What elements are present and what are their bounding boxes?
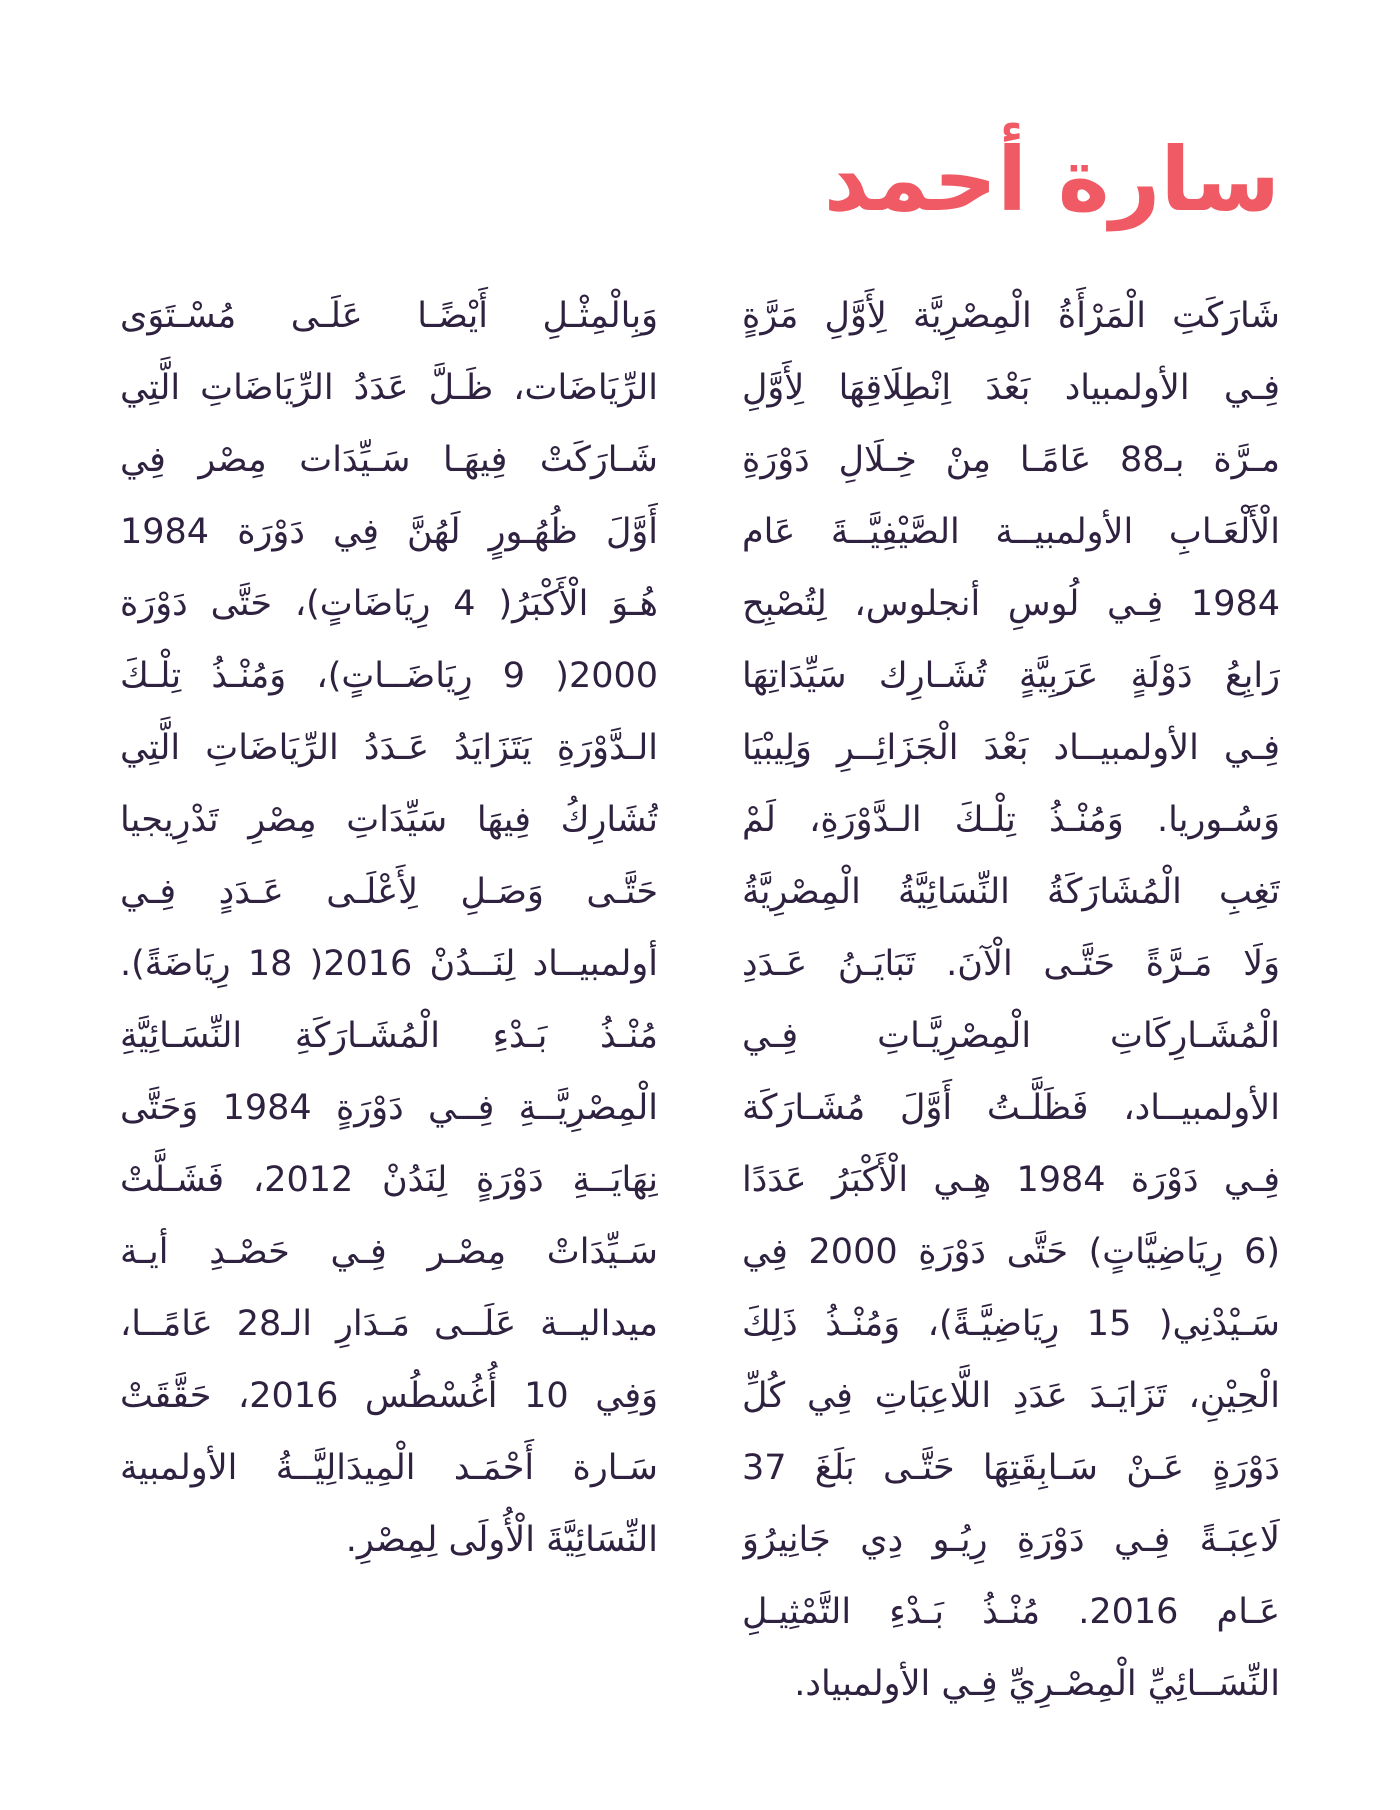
body-line: تُشَارِكُ فِيهَا سَيِّدَاتِ مِصْرِ تَدْرِيجيا [120, 800, 658, 840]
body-line: تَغِبِ الْمُشَارَكَةُ النِّسَائِيَّةُ الْمِصْرِيَّةُ [742, 872, 1280, 912]
body-line: أَوَّلَ ظُهُـورٍ لَهُنَّ فِي دَوْرَة 1984 [120, 512, 658, 552]
body-line: الْمِصْرِيَّــةِ فِــي دَوْرَةٍ 1984 وَحَتَّى [120, 1088, 658, 1128]
body-line: الْأَلْعَـابِ الأولمبيــة الصَّيْفِيَّــةَ عَام [742, 512, 1280, 552]
article-title: سارة أحمد [823, 128, 1280, 231]
body-line: سَـيْدْنِي( 15 رِيَاضِيَّـةً)، وَمُنْـذُ ذَلِكَ [742, 1304, 1280, 1344]
body-line: النِّسَــائِيِّ الْمِصْـرِيِّ فِـي الأولمبياد. [794, 1664, 1280, 1704]
body-line: حَتَّـى وَصَـلِ لِأَعْلَـى عَـدَدٍ فِـي [120, 872, 658, 912]
body-line: وَفِي 10 أُغُسْطُس 2016، حَقَّقَتْ [120, 1376, 658, 1416]
body-line: 1984 فِـي لُوسِ أنجلوس، لِتُصْبِح [742, 584, 1280, 624]
body-line: هُـوَ الْأَكْبَرُ( 4 رِيَاضَاتٍ)، حَتَّى دَوْرَة [120, 584, 658, 624]
body-line: مـرَّة بـ88 عَامًـا مِنْ خِـلَالِ دَوْرَةِ [742, 440, 1280, 480]
body-line: (6 رِيَاضِيَّاتٍ) حَتَّى دَوْرَةِ 2000 فِي [742, 1232, 1280, 1272]
body-line: ميداليــة عَلَــى مَـدَارِ الـ28 عَامًــا، [120, 1304, 658, 1344]
body-line: دَوْرَةٍ عَـنْ سَـابِقَتِهَا حَتَّـى بَلَغَ 37 [742, 1448, 1280, 1488]
body-line: سَـيِّدَاتْ مِصْـر فِـي حَصْـدِ أيـة [120, 1232, 658, 1272]
body-line: الْمُشَـارِكَاتِ الْمِصْرِيَّـاتِ فِـي [742, 1016, 1280, 1056]
body-line: مُنْـذُ بَـدْءِ الْمُشَـارَكَةِ النِّسَـائِيَّةِ [120, 1016, 658, 1056]
body-line: الرِّيَاضَات، ظَـلَّ عَدَدُ الرِّيَاضَاتِ الَّتِي [120, 368, 658, 408]
body-line: الأولمبيــاد، فَظَلَّـتُ أَوَّلَ مُشَـارَكَة [742, 1088, 1280, 1128]
body-line: أولمبيــاد لِنَــدُنْ 2016( 18 رِيَاضَةً). [120, 944, 658, 984]
body-line: شَـارَكَتْ فِيهَـا سَـيِّدَات مِصْر فِي [120, 440, 658, 480]
body-line: رَابِعُ دَوْلَةٍ عَرَبِيَّةٍ تُشَـارِك سَيِّدَاتِهَا [742, 656, 1280, 696]
body-line: فِـي دَوْرَة 1984 هِـي الْأَكْبَرُ عَدَدًا [742, 1160, 1280, 1200]
body-line: نِهَايَــةِ دَوْرَةٍ لِنَدُنْ 2012، فَشَـلَّتْ [120, 1160, 658, 1200]
body-line: الـدَّوْرَةِ يَتَزَايَدُ عَـدَدُ الرِّيَاضَاتِ الَّتِي [120, 728, 658, 768]
body-line: 2000( 9 رِيَاضَــاتٍ)، وَمُنْـذُ تِلْـكَ [120, 656, 658, 696]
body-column-left [120, 280, 658, 1576]
body-line: لَاعِبَـةً فِـي دَوْرَةِ رِيُـو دِي جَانِيرُوَ [742, 1520, 1280, 1560]
body-line: سَـارة أَحْمَـد الْمِيدَالِيَّــةُ الأولمبية [120, 1448, 658, 1488]
body-line: الْحِيْنِ، تَزَايَـدَ عَدَدِ اللَّاعِبَاتِ فِي كُلِّ [742, 1376, 1280, 1416]
body-line: وَلَا مَـرَّةً حَتَّـى الْآنَ. تَبَايَـنُ عَـدَدِ [742, 944, 1280, 984]
body-line: شَارَكَتِ الْمَرْأَةُ الْمِصْرِيَّة لِأَوَّلِ مَرَّةٍ [742, 296, 1280, 336]
body-line: النِّسَائِيَّةَ الْأُولَى لِمِصْرِ. [345, 1520, 658, 1560]
body-line: فِـي الأولمبيــاد بَعْدَ الْجَزَائِــرِ وَلِيبْيَا [742, 728, 1280, 768]
body-line: وَبِالْمِثْـلِ أَيْضًـا عَلَـى مُسْـتَوَى [120, 296, 658, 336]
body-column-right [742, 280, 1280, 1720]
body-line: فِـي الأولمبياد بَعْدَ اِنْطِلَاقِهَا لِأَوَّلِ [742, 368, 1280, 408]
body-line: عَـام 2016. مُنْـذُ بَـدْءِ التَّمْثِيـلِ [742, 1592, 1280, 1632]
body-line: وَسُـوريا. وَمُنْـذُ تِلْـكَ الـدَّوْرَةِ، لَمْ [742, 800, 1280, 840]
